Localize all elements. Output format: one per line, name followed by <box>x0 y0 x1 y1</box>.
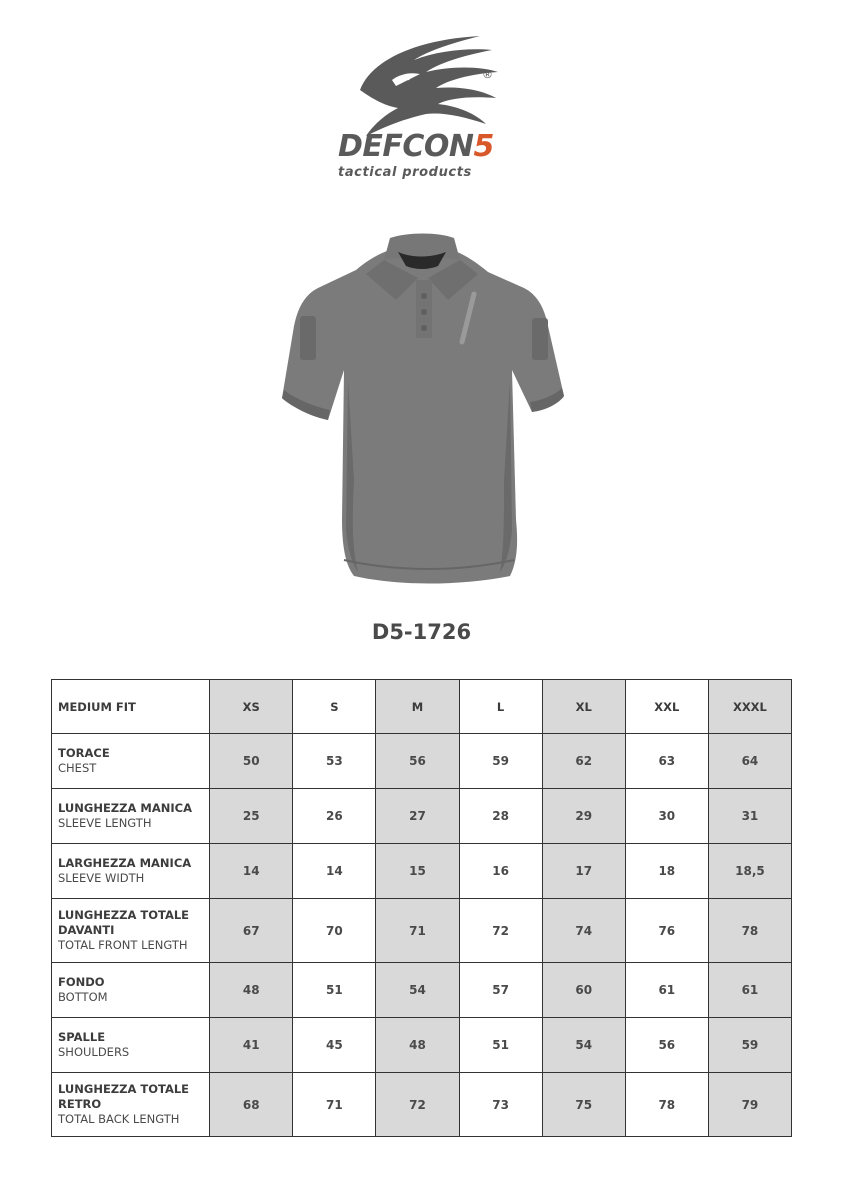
row-label <box>52 734 210 789</box>
table-cell: 62 <box>542 734 625 789</box>
row-label-en: BOTTOM <box>58 990 108 1004</box>
size-header-m: M <box>376 680 459 734</box>
table-cell: 51 <box>459 1018 542 1073</box>
product-image <box>278 230 566 588</box>
table-cell: 68 <box>210 1073 293 1137</box>
table-cell: 60 <box>542 963 625 1018</box>
table-cell: 78 <box>625 1073 708 1137</box>
row-label <box>52 1073 210 1137</box>
table-cell: 14 <box>210 844 293 899</box>
table-cell: 59 <box>459 734 542 789</box>
size-header-xl: XL <box>542 680 625 734</box>
brand-name <box>338 129 494 164</box>
table-cell: 56 <box>376 734 459 789</box>
row-label-en: SLEEVE WIDTH <box>58 871 145 885</box>
brand-tagline: tactical products <box>338 165 472 180</box>
table-cell: 54 <box>376 963 459 1018</box>
registered-mark: ® <box>482 68 493 81</box>
product-code: D5-1726 <box>371 620 472 644</box>
table-cell: 29 <box>542 789 625 844</box>
table-cell: 63 <box>625 734 708 789</box>
size-header-s: S <box>293 680 376 734</box>
table-row <box>52 1073 792 1137</box>
table-cell: 78 <box>708 899 791 963</box>
table-cell: 14 <box>293 844 376 899</box>
row-label-it: LUNGHEZZA TOTALE RETRO <box>58 1082 190 1111</box>
brand-name-main: DEFCON <box>338 129 474 164</box>
row-label-en: TOTAL FRONT LENGTH <box>58 938 188 952</box>
table-cell: 61 <box>625 963 708 1018</box>
table-cell: 67 <box>210 899 293 963</box>
row-label-it: SPALLE <box>58 1030 106 1044</box>
table-row <box>52 1018 792 1073</box>
table-cell: 41 <box>210 1018 293 1073</box>
table-cell: 16 <box>459 844 542 899</box>
row-label-en: SHOULDERS <box>58 1045 130 1059</box>
table-cell: 48 <box>210 963 293 1018</box>
row-label-en: TOTAL BACK LENGTH <box>58 1112 180 1126</box>
table-cell: 53 <box>293 734 376 789</box>
table-cell: 76 <box>625 899 708 963</box>
row-label <box>52 844 210 899</box>
table-cell: 27 <box>376 789 459 844</box>
table-row <box>52 899 792 963</box>
table-cell: 73 <box>459 1073 542 1137</box>
table-cell: 45 <box>293 1018 376 1073</box>
table-cell: 25 <box>210 789 293 844</box>
size-header-row <box>52 680 792 734</box>
brand-logo <box>330 28 515 188</box>
table-cell: 72 <box>376 1073 459 1137</box>
table-cell: 59 <box>708 1018 791 1073</box>
table-cell: 17 <box>542 844 625 899</box>
row-label-en: SLEEVE LENGTH <box>58 816 152 830</box>
table-cell: 70 <box>293 899 376 963</box>
table-cell: 71 <box>293 1073 376 1137</box>
size-header-xs: XS <box>210 680 293 734</box>
table-row <box>52 963 792 1018</box>
table-cell: 51 <box>293 963 376 1018</box>
size-header-xxl: XXL <box>625 680 708 734</box>
table-cell: 18,5 <box>708 844 791 899</box>
table-cell: 26 <box>293 789 376 844</box>
row-label-it: LUNGHEZZA MANICA <box>58 801 192 815</box>
size-header-l: L <box>459 680 542 734</box>
fit-label: MEDIUM FIT <box>52 680 210 734</box>
table-cell: 61 <box>708 963 791 1018</box>
row-label <box>52 789 210 844</box>
row-label-it: LUNGHEZZA TOTALE DAVANTI <box>58 908 190 937</box>
table-cell: 75 <box>542 1073 625 1137</box>
table-row <box>52 734 792 789</box>
table-cell: 74 <box>542 899 625 963</box>
polo-shirt-image <box>278 230 566 588</box>
table-cell: 54 <box>542 1018 625 1073</box>
row-label-it: LARGHEZZA MANICA <box>58 856 192 870</box>
table-cell: 56 <box>625 1018 708 1073</box>
brand-name-accent: 5 <box>473 129 494 164</box>
row-label <box>52 899 210 963</box>
row-label-it: TORACE <box>58 746 110 760</box>
table-cell: 28 <box>459 789 542 844</box>
table-cell: 30 <box>625 789 708 844</box>
eagle-head-icon <box>330 28 515 138</box>
size-chart-table <box>51 679 792 1137</box>
row-label <box>52 1018 210 1073</box>
row-label-it: FONDO <box>58 975 105 989</box>
table-cell: 71 <box>376 899 459 963</box>
table-cell: 64 <box>708 734 791 789</box>
table-row <box>52 844 792 899</box>
table-row <box>52 789 792 844</box>
table-cell: 18 <box>625 844 708 899</box>
table-cell: 72 <box>459 899 542 963</box>
row-label-en: CHEST <box>58 761 97 775</box>
table-cell: 50 <box>210 734 293 789</box>
table-cell: 31 <box>708 789 791 844</box>
row-label <box>52 963 210 1018</box>
table-cell: 48 <box>376 1018 459 1073</box>
table-cell: 79 <box>708 1073 791 1137</box>
table-cell: 15 <box>376 844 459 899</box>
table-cell: 57 <box>459 963 542 1018</box>
size-header-xxxl: XXXL <box>708 680 791 734</box>
